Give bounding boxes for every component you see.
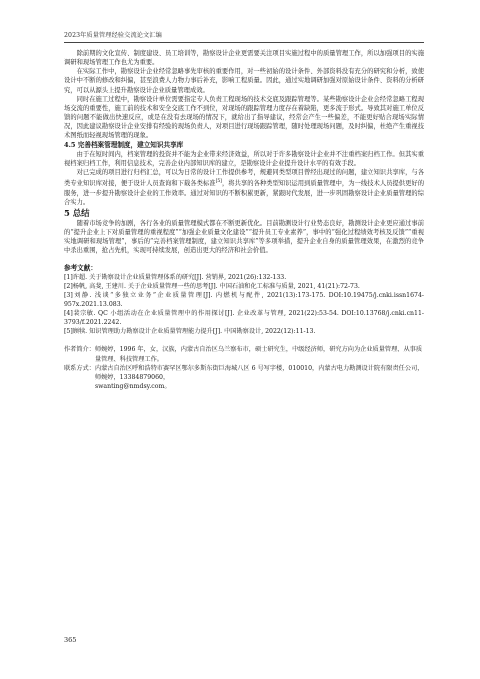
- article-body: [64, 49, 424, 391]
- author-contact-block: [95, 364, 424, 391]
- author-info: [64, 345, 424, 390]
- body-paragraph: 随着市场竞争的加剧，各行各业的质量管理模式都在不断更新优化。目前勘测设计行业势态良好，勘测设计企业更应通过事前的“提升企业上下对质量管理的重视程度”“加强企业质量文化建设”“提升员工专业素养”，事中的“强化过程绩效考核及反馈”“重视实地调研和现场管理”，事后的“完善档案管理制度，建立知识共享库”等多项举措，提升企业自身的质量管理效果，在激烈的竞争中杀出重围，抢占先机，实现可持续发展，创造出更大的经济和社会价值。: [64, 220, 424, 255]
- citation-marker: [5]: [215, 179, 222, 185]
- author-contact-text: 内蒙古自治区呼和浩特市赛罕区鄂尔多斯东街巨海城八区 6 号写字楼，010010，内蒙古电力勘测设计院有限责任公司，师婉婷，13384879060，: [94, 364, 424, 381]
- author-intro-text: 师婉婷，1996 年，女，汉族，内蒙古自治区乌兰察布市，硕士研究生，中级经济师，研究方向为企业质量管理、从事质量管理、科技管理工作。: [94, 346, 423, 363]
- reference-item: [4]裴宗敏. QC 小组活动在企业质量管理中的作用探讨[J]. 企业改革与管理, 2021(22):53-54. DOI:10.13768/j.cnki.cn11-3793/f.2021.2242.: [64, 310, 424, 327]
- section-heading-5: 5 总结: [64, 208, 90, 218]
- author-email: swanting@nmdsy.com。: [94, 382, 171, 390]
- author-contact: [64, 364, 424, 391]
- body-paragraph: 除前期的文化宣传、制度建设、员工培训等，勘察设计企业更需要关注项目实施过程中的质量管理工作，所以加强项目的实施调研和现场管理工作也尤为重要。: [64, 50, 424, 67]
- section-heading-4-5: 4.5 完善档案管理制度，建立知识共享库: [64, 140, 184, 149]
- body-text: ，将共享的各种类型知识运用到质量管理中，为一线技术人员提供更好的服务，进一步提升勘察设计企业的工作效率。通过对知识的不断积累更新，紧跟时代发展，进一步巩固勘察设计企业质量管理的综合实力。: [64, 180, 425, 206]
- body-paragraph: 在实际工作中，勘察设计企业经常忽略事先审核的重要作用，对一些初始的设计条件、外部资料没有充分的研究和分析，致使设计中不断的修改和纠偏，甚至浪费人力物力事后补充，影响工程质量。因此，通过实地调研加强对原始设计条件、资料的分析研究，可以从源头上提升勘察设计企业质量管理成效。: [64, 68, 424, 94]
- body-paragraph: [64, 168, 424, 207]
- author-intro-label: 作者简介：: [64, 346, 95, 354]
- header-rule: [64, 42, 424, 43]
- author-contact-label: 联系方式：: [64, 364, 95, 372]
- page-number: 365: [64, 636, 77, 644]
- body-paragraph: 同时在施工过程中，勘察设计单位需要指定专人负责工程现场的技术交底及跟踪管理等。某些勘察设计企业会经常忽略工程现场交流的重要性，施工前的技术和安全交底工作不到位，对现场的跟踪管理力度存在着缺陷，更多流于形式。导致其对施工单位反馈的问题不能做出快速反应，或是在没有去现场的情况下，就给出了指导建议，经常会产生一些偏差，不能更好贴合现场实际情况，因此建议勘察设计企业安排有经验的现场负责人，对项目进行现场跟踪管理，随时处理现场问题，及时纠偏，杜绝产生重视技术图纸而轻视现场管理的现象。: [64, 95, 424, 140]
- reference-item: [3]刘静. 浅谈“多独立业务”企业质量管理[J]. 内燃机与配件, 2021(13):173-175. DOI:10.19475/j.cnki.issn1674-957x.2021.13.083.: [64, 291, 424, 309]
- reference-item: [2]杨帆, 高斐, 王建川. 关于企业质量管理一些的思考[J]. 中国石油和化工标准与质量, 2021, 41(21):72-73.: [64, 282, 360, 290]
- running-header: 2023年质量管理经验交流论文汇编: [64, 32, 162, 39]
- body-text: 对已完成的项目进行归档汇总，可以为日常的设计工作提供参考，规避同类型项目曾经出现过的问题，建立知识共享库，与各类专业知识库对接，便于设计人员查询和下载各类标准: [64, 169, 424, 188]
- body-paragraph: 由于在短时间内，档案管理的投资并不能为企业带来经济效益，所以对于许多勘察设计企业并不注重档案归档工作。但其实重视档案归档工作，利用信息技术，完善企业内部知识库的建立，是勘察设计企业提升设计水平的有效手段。: [64, 150, 424, 168]
- references-title: 参考文献：: [64, 263, 97, 272]
- reference-item: [1]许超. 关于勘察设计企业质量管理体系的研究[J]. 营销界, 2021(26):132-133.: [64, 273, 287, 281]
- reference-item: [5]顾犊. 知识管理助力勘察设计企业质量管理能力提升[J]. 中国勘察设计, 2022(12):11-13.: [64, 328, 316, 336]
- author-intro: [64, 345, 424, 363]
